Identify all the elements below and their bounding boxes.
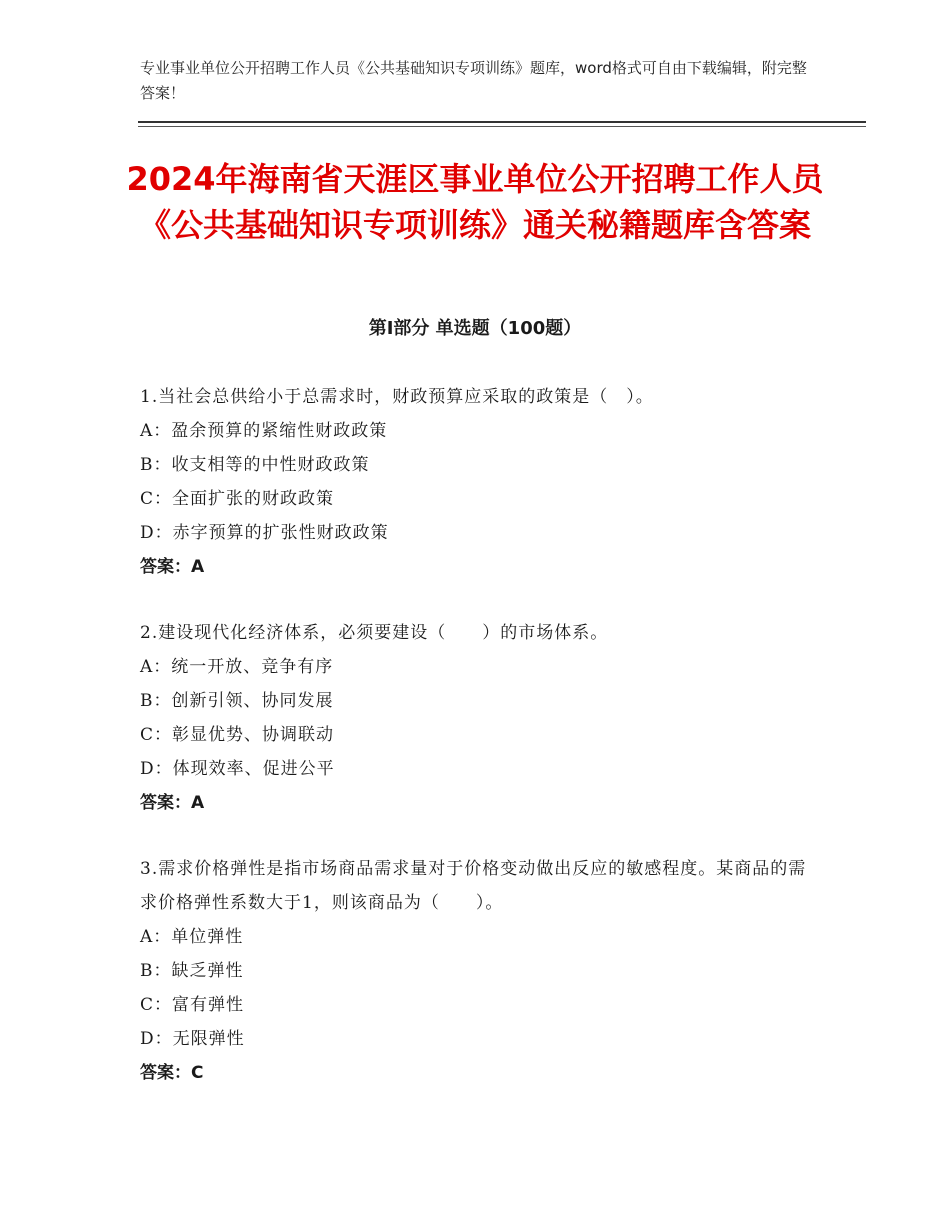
option-b: B：创新引领、协同发展 (140, 691, 334, 711)
question-stem: 2.建设现代化经济体系，必须要建设（ ）的市场体系。 (140, 623, 609, 643)
question-stem: 3.需求价格弹性是指市场商品需求量对于价格变动做出反应的敏感程度。某商品的需求价格弹性系数大于1，则该商品为（ ）。 (140, 859, 807, 913)
header-rule-thick (138, 121, 866, 123)
question-3 (140, 852, 820, 1090)
document-title: 2024年海南省天涯区事业单位公开招聘工作人员《公共基础知识专项训练》通关秘籍题库含答案 (126, 160, 824, 244)
question-stem: 1.当社会总供给小于总需求时，财政预算应采取的政策是（ ）。 (140, 387, 654, 407)
header-rule-thin (138, 126, 866, 127)
option-c: C：彰显优势、协调联动 (140, 725, 335, 745)
option-a: A：单位弹性 (140, 927, 244, 947)
option-c: C：富有弹性 (140, 995, 245, 1015)
option-d: D：赤字预算的扩张性财政政策 (140, 523, 389, 543)
question-2 (140, 616, 820, 820)
answer: 答案：A (140, 793, 205, 813)
header-note: 专业事业单位公开招聘工作人员《公共基础知识专项训练》题库，word格式可自由下载编辑，附完整答案！ (140, 59, 807, 102)
answer: 答案：A (140, 557, 205, 577)
section-heading: 第Ⅰ部分 单选题（100题） (368, 318, 582, 339)
option-a: A：盈余预算的紧缩性财政政策 (140, 421, 388, 441)
option-d: D：体现效率、促进公平 (140, 759, 335, 779)
question-1 (140, 380, 820, 584)
option-b: B：收支相等的中性财政政策 (140, 455, 370, 475)
question-list (140, 380, 820, 1122)
answer: 答案：C (140, 1063, 204, 1083)
option-b: B：缺乏弹性 (140, 961, 244, 981)
option-a: A：统一开放、竞争有序 (140, 657, 334, 677)
option-d: D：无限弹性 (140, 1029, 245, 1049)
option-c: C：全面扩张的财政政策 (140, 489, 335, 509)
